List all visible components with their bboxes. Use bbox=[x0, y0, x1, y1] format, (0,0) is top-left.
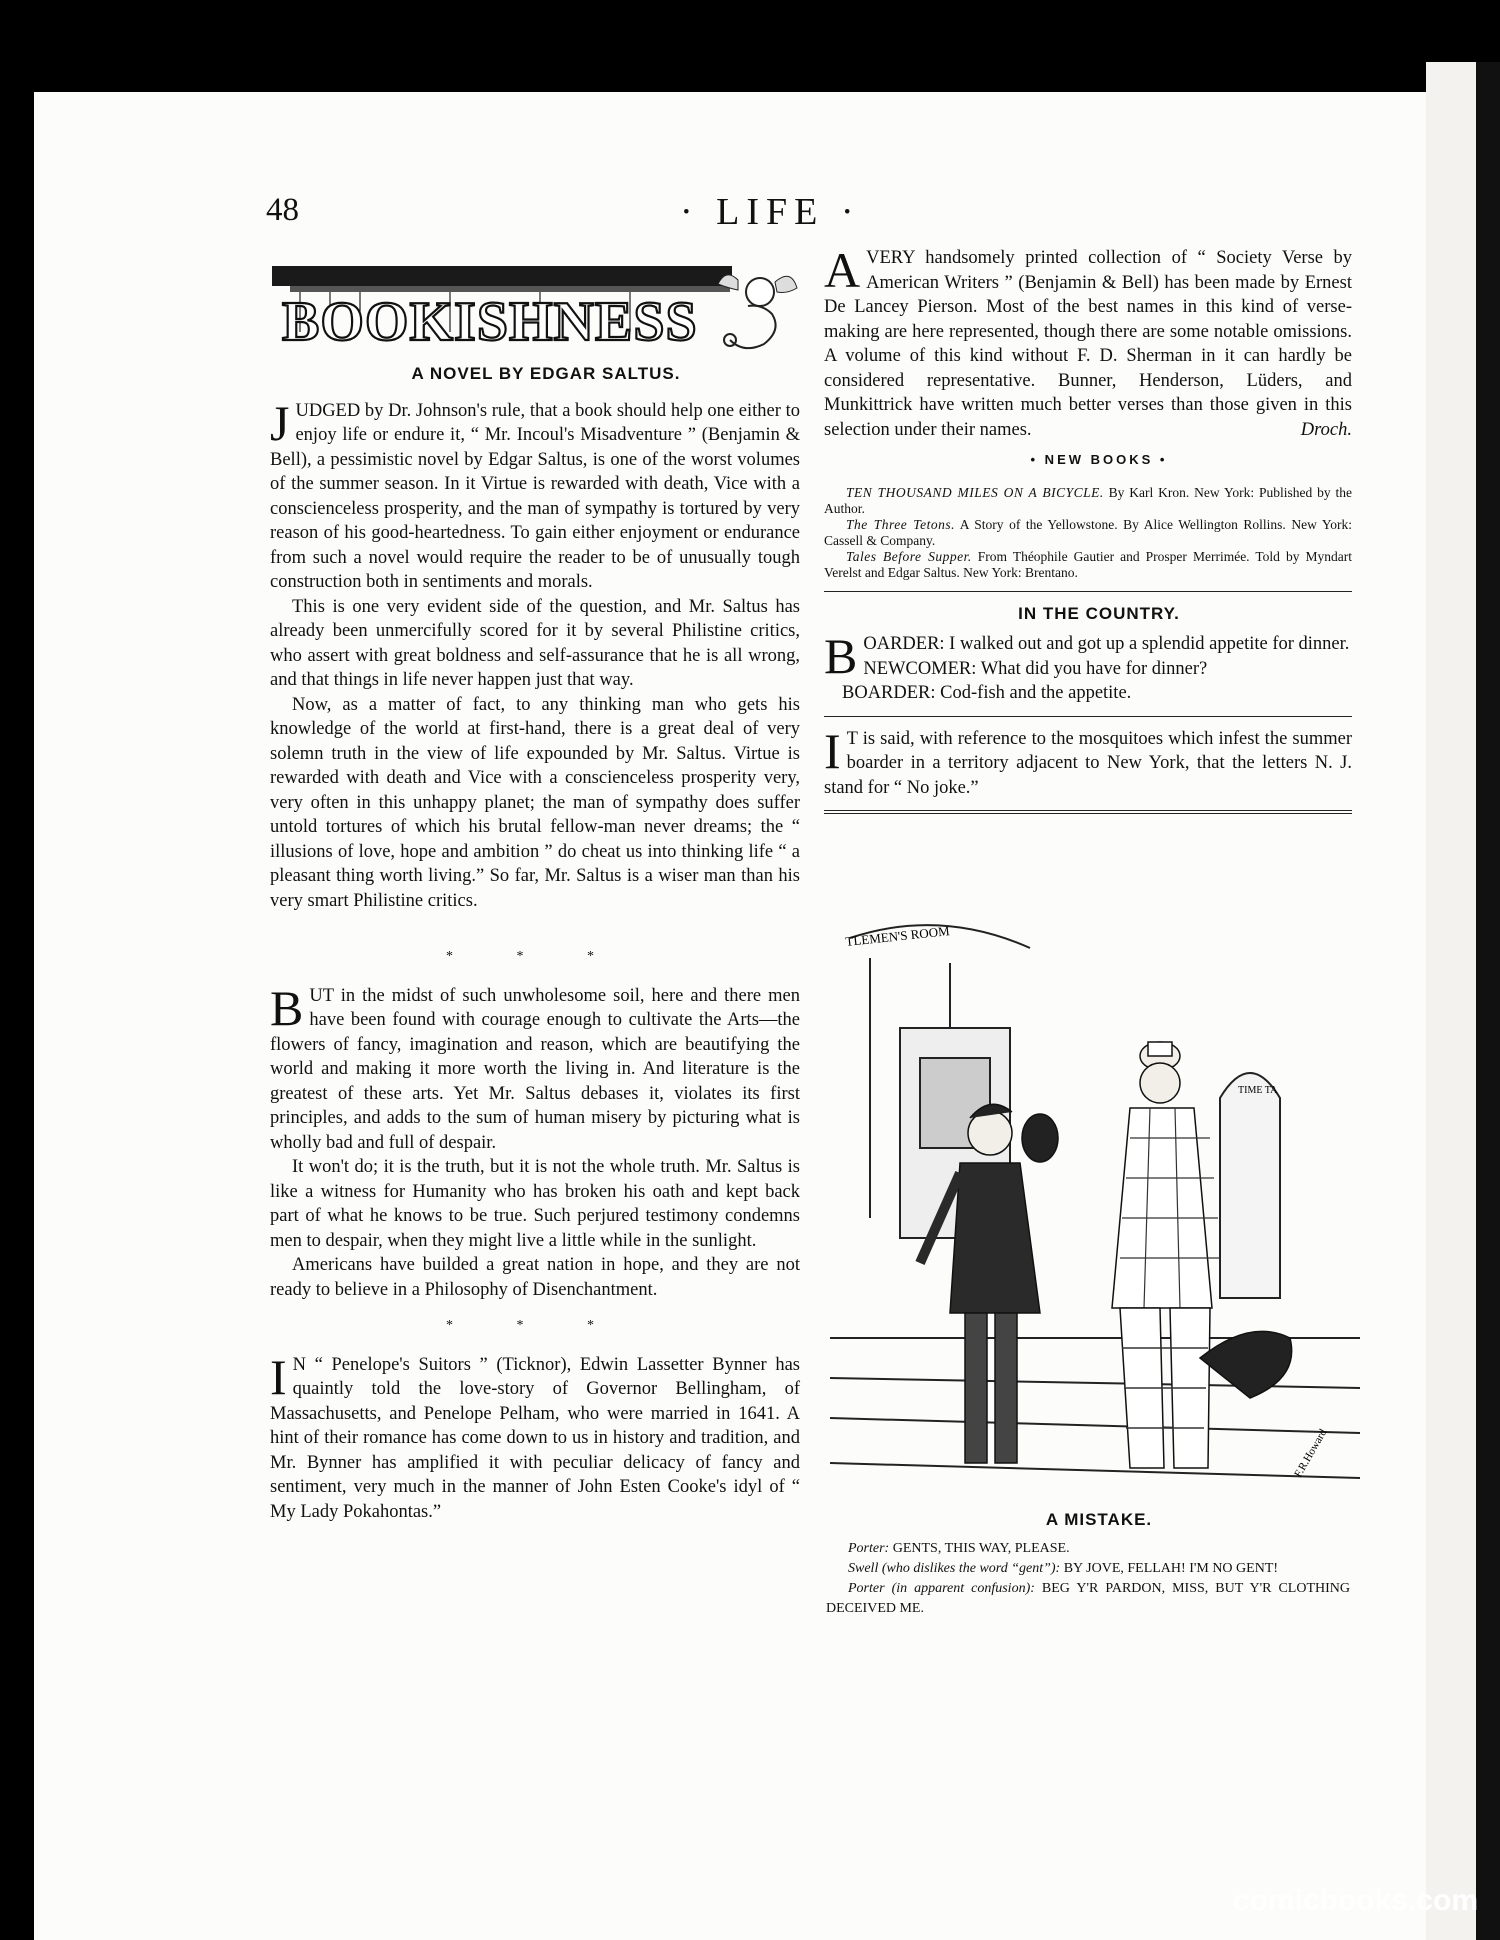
section-divider: * * * bbox=[446, 1318, 624, 1333]
dialogue-line: NEWCOMER: What did you have for dinner? bbox=[863, 658, 1208, 679]
drop-cap: B bbox=[824, 628, 858, 684]
drop-cap: I bbox=[270, 1348, 287, 1405]
page-number: 48 bbox=[266, 192, 299, 228]
book-entry: TEN THOUSAND MILES ON A BICYCLE. By Karl Kron. New York: Published by the Author. bbox=[824, 484, 1352, 516]
paragraph-1: JUDGED by Dr. Johnson's rule, that a book should help one either to enjoy life or endure it, “ Mr. Incoul's Misadventure ” (Benjamin & Bell), a pessimistic novel by Edgar Saltus, is one of the worst volumes of the summer season. In it Virtue is rewarded with death, Vice with a conscienceless prosperity, and the man of sympathy is tortured by very reason of his good-heartedness. To gain either enjoyment or endurance from such a novel would require the reader to be of unusually tough construction both in sentiments and morals. bbox=[270, 394, 800, 592]
scan-border bbox=[1476, 62, 1500, 1940]
caption-line-2: Swell (who dislikes the word “gent”): BY JOVE, FELLAH! I'M NO GENT! bbox=[848, 1560, 1279, 1576]
drop-cap: I bbox=[824, 722, 841, 779]
caption-line-3: Porter (in apparent confusion): BEG Y'R PARDON, MISS, BUT Y'R CLOTHING DECEIVED ME. bbox=[826, 1580, 1351, 1616]
drop-cap: J bbox=[270, 394, 290, 451]
next-page-edge bbox=[1426, 62, 1476, 1940]
mosquito-paragraph: I T is said, with reference to the mosquitoes which infest the summer boarder in a territory adjacent to New York, that the letters N. J. stand for “ No joke.” bbox=[824, 722, 1352, 798]
dialogue-line: BOARDER: I walked out and got up a splendid appetite for dinner. bbox=[824, 628, 1350, 684]
sign-left: TLEMEN'S ROOM bbox=[844, 923, 951, 949]
watermark: comicbooks.com bbox=[1232, 1884, 1478, 1917]
paragraph-6: Americans have builded a great nation in hope, and they are not ready to believe in a Philosophy of Disenchantment. bbox=[270, 1255, 800, 1300]
bookishness-banner bbox=[270, 262, 800, 362]
drop-cap: A bbox=[824, 242, 861, 298]
double-rule bbox=[824, 810, 1352, 814]
caption-dialogue bbox=[826, 1539, 1350, 1619]
mistake-heading: A MISTAKE. bbox=[1045, 1510, 1153, 1529]
book-entry: Tales Before Supper. From Théophile Gautier and Prosper Merrimée. Told by Myndart Verelst and Edgar Saltus. New York: Brentano. bbox=[824, 548, 1352, 580]
paragraph-2: This is one very evident side of the question, and Mr. Saltus has already been unmercifully scored for it by several Philistine critics, who assert with great boldness and self-assurance that he is all wrong, and that things in life never happen just that way. bbox=[270, 596, 800, 690]
paragraph-7: I N “ Penelope's Suitors ” (Ticknor), Edwin Lassetter Bynner has quaintly told the love-story of Governor Bellingham, of Massachusetts, and Penelope Pelham, who were married in 1641. A hint of their romance has come down to us in history and tradition, and Mr. Bynner has amplified it with peculiar delicacy of fancy and sentiment, very much in the manner of John Esten Cooke's idyl of “ My Lady Pokahontas.” bbox=[270, 1348, 800, 1522]
drop-cap: B bbox=[270, 979, 304, 1036]
illustrator-signature: F.R.Howard bbox=[1292, 1427, 1330, 1480]
banner-title: BOOKISHNESS bbox=[282, 291, 698, 353]
sign-right: TIME TA bbox=[1238, 1085, 1278, 1096]
paragraph-3: Now, as a matter of fact, to any thinking man who gets his knowledge of the world at first-hand, there is a great deal of very solemn truth in the view of life expounded by Mr. Saltus. Virtue is rewarded with death and Vice with a conscienceless prosperity very, very often in this unhappy planet; the man of sympathy does suffer untold tortures of which his brutal fellow-man never dreams; the “ illusions of love, hope and ambition ” do cheat us into thinking life “ a pleasant thing worth living.” So far, Mr. Saltus is a wiser man than his very smart Philistine critics. bbox=[270, 694, 800, 911]
mistake-caption bbox=[826, 1508, 1350, 1619]
mistake-illustration bbox=[830, 918, 1360, 1506]
right-column bbox=[824, 242, 1352, 824]
book-entry: The Three Tetons. A Story of the Yellowstone. By Alice Wellington Rollins. New York: Cassell & Company. bbox=[824, 516, 1352, 548]
section-divider: * * * bbox=[446, 949, 624, 964]
signature: Droch. bbox=[1300, 419, 1352, 440]
novel-heading: A NOVEL BY EDGAR SALTUS. bbox=[411, 364, 681, 383]
country-heading: IN THE COUNTRY. bbox=[1018, 603, 1180, 623]
paragraph-5: It won't do; it is the truth, but it is not the whole truth. Mr. Saltus is like a witness for Humanity who has broken his oath and kept back part of what he knows to be true. Such perjured testimony condemns men to despair, when they might live a little while in the sunlight. bbox=[270, 1157, 800, 1251]
society-verse-paragraph: AVERY handsomely printed collection of “ Society Verse by American Writers ” (Benjamin & Bell) has been made by Ernest De Lancey Pierson. Most of the best names in this kind of verse-making are here represented, though there are some notable omissions. A volume of this kind without F. D. Sherman in it can hardly be considered representative. Bunner, Henderson, Lüders, and Munkittrick have written much better verses than those given in this selection under their names. Droch. bbox=[824, 246, 1352, 442]
masthead: · LIFE · bbox=[680, 191, 861, 233]
left-column bbox=[270, 362, 800, 1524]
caption-line-1: Porter: GENTS, THIS WAY, PLEASE. bbox=[848, 1540, 1070, 1556]
cherub-icon bbox=[718, 275, 797, 348]
dialogue-line: BOARDER: Cod-fish and the appetite. bbox=[842, 683, 1132, 703]
new-books-heading: • NEW BOOKS • bbox=[1030, 452, 1168, 467]
paragraph-4: BUT in the midst of such unwholesome soil, here and there men have been found with courage enough to cultivate the Arts—the flowers of fancy, imagination and reason, which are beautifying the world and making it more worth the living in. And literature is the greatest of these arts. Yet Mr. Saltus debases it, violates its first principles, and adds to the sum of human misery by picturing what is wholly bad and full of despair. bbox=[270, 979, 800, 1153]
